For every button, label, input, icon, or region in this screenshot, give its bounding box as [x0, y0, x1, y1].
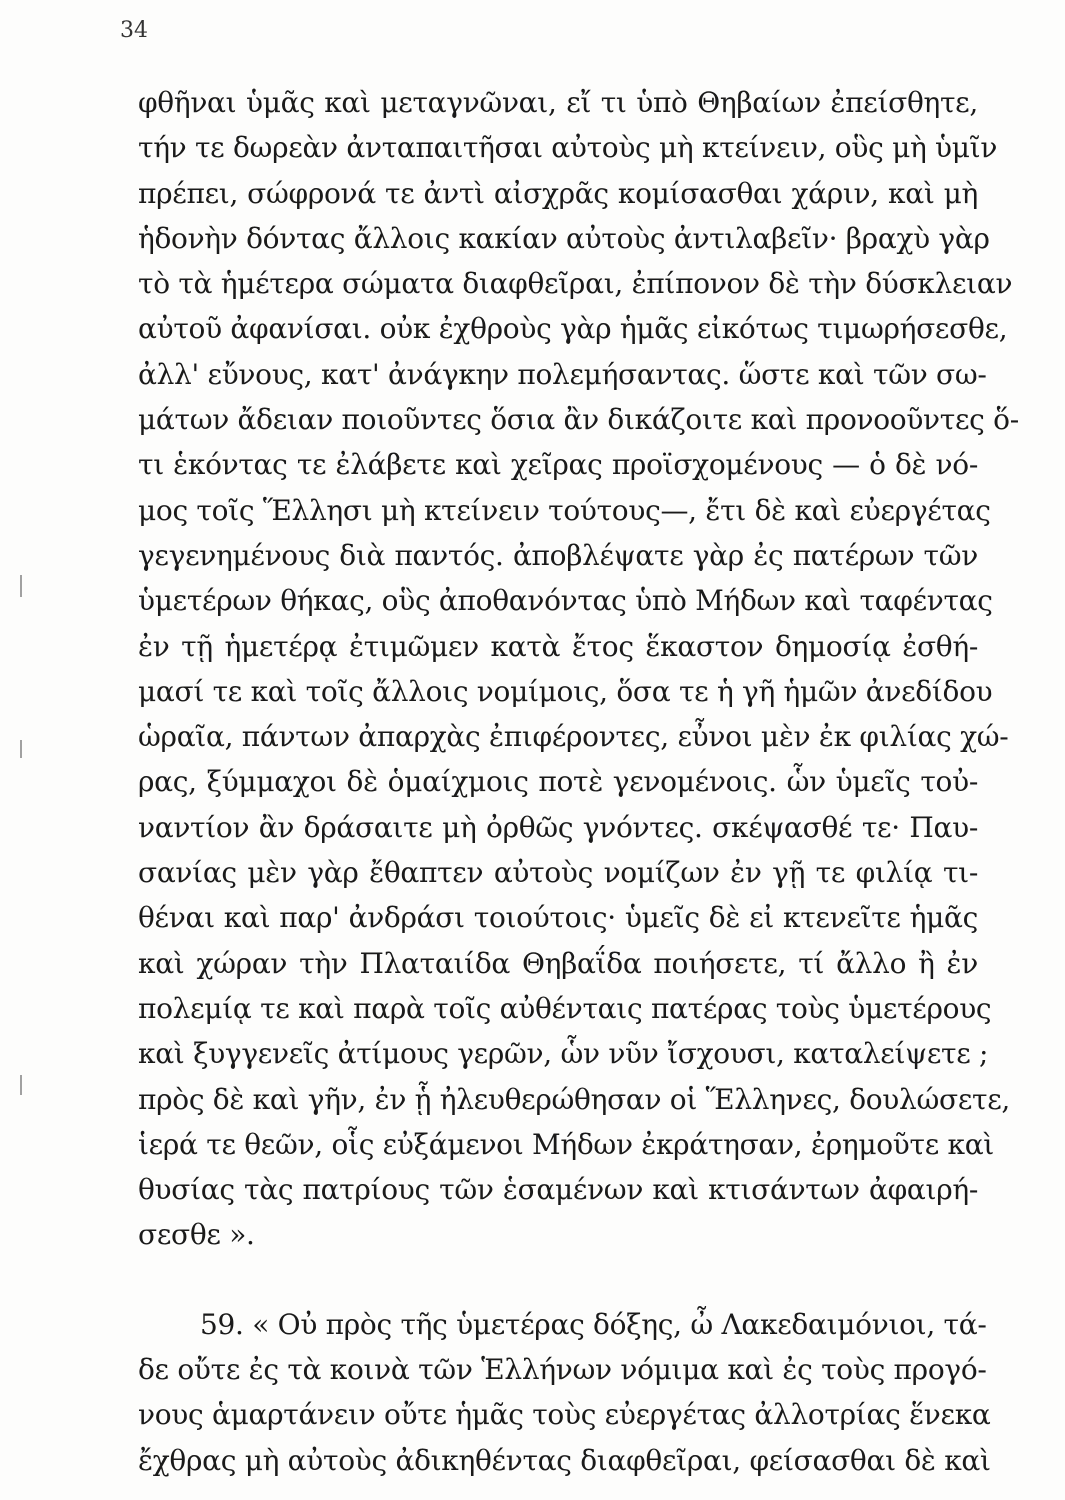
text-line: καὶ ξυγγενεῖς ἀτίμους γερῶν, ὧν νῦν ἴσχουσι, καταλείψετε ;	[138, 1037, 989, 1071]
text-line: πρὸς δὲ καὶ γῆν, ἐν ᾗ ἠλευθερώθησαν οἱ Ἕλληνες, δουλώσετε,	[138, 1082, 1011, 1116]
text-line: νους ἁμαρτάνειν οὔτε ἡμᾶς τοὺς εὐεργέτας ἀλλοτρίας ἕνεκα	[138, 1398, 991, 1432]
text-line: φθῆναι ὑμᾶς καὶ μεταγνῶναι, εἴ τι ὑπὸ Θηβαίων ἐπείσθητε,	[138, 86, 978, 119]
text-line: πολεμίᾳ τε καὶ παρὰ τοῖς αὐθένταις πατέρας τοὺς ὑμετέρους	[138, 991, 992, 1025]
section-start-line: 59. « Οὐ πρὸς τῆς ὑμετέρας δόξης, ὦ Λακεδαιμόνιοι, τά-	[200, 1307, 987, 1341]
text-line: γεγενημένους διὰ παντός. ἀποβλέψατε γὰρ ἐς πατέρων τῶν	[138, 538, 978, 572]
text-line: ἀλλ' εὔνους, κατ' ἀνάγκην πολεμήσαντας. ὥστε καὶ τῶν σω-	[138, 357, 987, 391]
text-line: δε οὔτε ἐς τὰ κοινὰ τῶν Ἑλλήνων νόμιμα καὶ ἐς τοὺς προγό-	[138, 1353, 987, 1387]
text-line: ἔχθρας μὴ αὐτοὺς ἀδικηθέντας διαφθεῖραι, φείσασθαι δὲ καὶ	[138, 1443, 991, 1477]
text-line: σανίας μὲν γὰρ ἔθαπτεν αὐτοὺς νομίζων ἐν γῇ τε φιλίᾳ τι-	[138, 856, 978, 890]
margin-mark	[20, 1075, 22, 1095]
text-line: τήν τε δωρεὰν ἀνταπαιτῆσαι αὐτοὺς μὴ κτείνειν, οὓς μὴ ὑμῖν	[138, 131, 998, 165]
text-line: ἡδονὴν δόντας ἄλλοις κακίαν αὐτοὺς ἀντιλαβεῖν· βραχὺ γὰρ	[138, 221, 990, 255]
paragraph-gap	[138, 1258, 978, 1302]
text-line: πρέπει, σώφρονά τε ἀντὶ αἰσχρᾶς κομίσασθαι χάριν, καὶ μὴ	[138, 176, 978, 210]
text-line: καὶ χώραν τὴν Πλαταιίδα Θηβαΐδα ποιήσετε, τί ἄλλο ἢ ἐν	[138, 946, 978, 980]
text-line: αὐτοῦ ἀφανίσαι. οὐκ ἐχθροὺς γὰρ ἡμᾶς εἰκότως τιμωρήσεσθε,	[138, 312, 1008, 346]
text-line: θέναι καὶ παρ' ἀνδράσι τοιούτοις· ὑμεῖς δὲ εἰ κτενεῖτε ἡμᾶς	[138, 901, 978, 935]
text-line: τὸ τὰ ἡμέτερα σώματα διαφθεῖραι, ἐπίπονον δὲ τὴν δύσκλειαν	[138, 267, 1013, 301]
text-line: ὑμετέρων θήκας, οὓς ἀποθανόντας ὑπὸ Μήδων καὶ ταφέντας	[138, 584, 993, 618]
text-line: θυσίας τὰς πατρίους τῶν ἑσαμένων καὶ κτισάντων ἀφαιρή-	[138, 1173, 978, 1207]
text-line: ὡραῖα, πάντων ἀπαρχὰς ἐπιφέροντες, εὖνοι μὲν ἐκ φιλίας χώ-	[138, 720, 1009, 754]
page-number: 34	[120, 18, 148, 43]
text-line: μος τοῖς Ἕλλησι μὴ κτείνειν τούτους—, ἔτι δὲ καὶ εὐεργέτας	[138, 493, 991, 527]
text-line: ἱερά τε θεῶν, οἷς εὐξάμενοι Μήδων ἐκράτησαν, ἐρημοῦτε καὶ	[138, 1127, 994, 1161]
margin-mark	[20, 575, 22, 597]
text-line: μάτων ἄδειαν ποιοῦντες ὅσια ἂν δικάζοιτε καὶ προνοοῦντες ὅ-	[138, 403, 1019, 437]
text-line: τι ἑκόντας τε ἐλάβετε καὶ χεῖρας προϊσχομένους — ὁ δὲ νό-	[138, 448, 978, 482]
text-line: ἐν τῇ ἡμετέρᾳ ἐτιμῶμεν κατὰ ἔτος ἕκαστον δημοσίᾳ ἐσθή-	[138, 629, 978, 663]
text-line: σεσθε ».	[138, 1218, 255, 1252]
text-line: μασί τε καὶ τοῖς ἄλλοις νομίμοις, ὅσα τε ἡ γῆ ἡμῶν ἀνεδίδου	[138, 674, 993, 708]
margin-mark	[20, 740, 22, 758]
text-line: ρας, ξύμμαχοι δὲ ὁμαίχμοις ποτὲ γενομένοις. ὧν ὑμεῖς τοὐ-	[138, 765, 978, 799]
body-text	[138, 80, 1019, 1483]
text-line: ναντίον ἂν δράσαιτε μὴ ὀρθῶς γνόντες. σκέψασθέ τε· Παυ-	[138, 810, 978, 844]
